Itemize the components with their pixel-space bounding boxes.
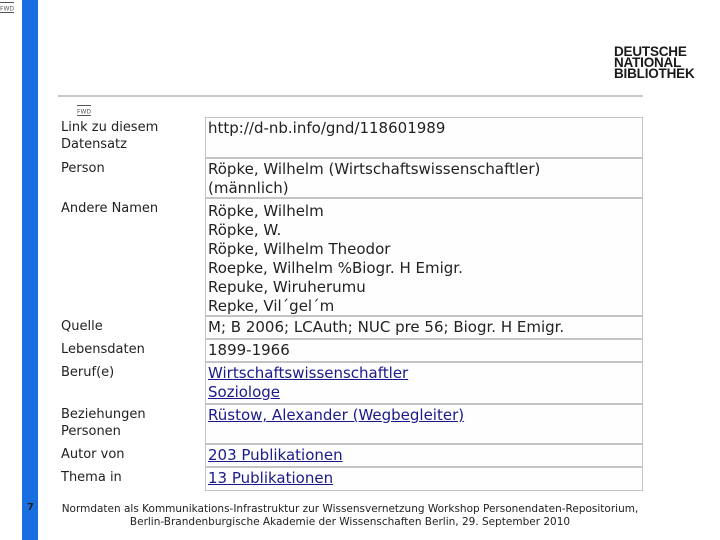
other-name: Repuke, Wiruherumu (208, 278, 366, 296)
dnb-logo (614, 46, 695, 79)
row-label: Beruf(e) (61, 365, 115, 380)
record-row-profession (57, 362, 643, 404)
side-accent-bar (22, 0, 38, 540)
row-label: Quelle (61, 319, 103, 334)
row-value-box (205, 158, 643, 198)
row-label: Andere Namen (61, 201, 159, 216)
life-dates-value: 1899-1966 (208, 341, 290, 359)
row-label: Link zu diesem Datensatz (61, 120, 159, 152)
row-label: Lebensdaten (61, 342, 145, 357)
other-name: Röpke, Wilhelm Theodor (208, 240, 391, 258)
record-row-person (57, 158, 643, 198)
record-row-life-dates (57, 339, 643, 362)
page-number: 7 (27, 502, 34, 513)
svg-text:FWD: FWD (77, 108, 91, 116)
record-row-other-names (57, 198, 643, 316)
row-value-box (205, 362, 643, 404)
record-row-relations (57, 404, 643, 444)
profession-link[interactable]: Soziologe (208, 383, 281, 401)
author-publications-link[interactable]: 203 Publikationen (208, 446, 343, 464)
subject-publications-link[interactable]: 13 Publikationen (208, 469, 334, 487)
row-value-box (205, 444, 643, 467)
row-value-box (205, 316, 643, 339)
profession-link[interactable]: Wirtschaftswissenschaftler (208, 364, 409, 382)
fwd-small-logo-icon (77, 105, 91, 116)
other-name: Röpke, W. (208, 221, 282, 239)
row-value-box (205, 467, 643, 491)
svg-text:FWD: FWD (0, 5, 14, 13)
footer-caption: Normdaten als Kommunikations-Infrastruktur zur Wissensvernetzung Workshop Personendaten-Repositorium, Berlin-Brandenburgische Akademie der Wissenschaften Berlin, 29. September 2010 (61, 503, 639, 528)
record-row-author-of (57, 444, 643, 467)
dnb-logo-line: NATIONAL (614, 55, 682, 70)
dnb-logo-line: DEUTSCHE (614, 44, 687, 59)
record-link-value[interactable]: http://d-nb.info/gnd/118601989 (208, 119, 446, 137)
row-value-box (205, 198, 643, 316)
record-row-source (57, 316, 643, 339)
other-name: Repke, Vil´gel´m (208, 297, 335, 315)
other-name: Röpke, Wilhelm (208, 202, 324, 220)
row-label: Autor von (61, 447, 125, 462)
source-value: M; B 2006; LCAuth; NUC pre 56; Biogr. H Emigr. (208, 318, 565, 336)
dnb-logo-line: BIBLIOTHEK (614, 66, 695, 81)
header-divider (58, 95, 643, 97)
row-value-box (205, 404, 643, 444)
row-value-box (205, 339, 643, 362)
person-value: (männlich) (208, 179, 289, 197)
row-label: Person (61, 161, 105, 176)
fwd-logo-icon (0, 2, 14, 13)
row-label: Beziehungen Personen (61, 407, 146, 439)
record-row-link (57, 117, 643, 158)
row-label: Thema in (61, 470, 122, 485)
row-value-box (205, 117, 643, 158)
record-row-subject-in (57, 467, 643, 491)
person-value: Röpke, Wilhelm (Wirtschaftswissenschaftler) (208, 160, 541, 178)
other-name: Roepke, Wilhelm %Biogr. H Emigr. (208, 259, 463, 277)
gnd-record-table (57, 117, 643, 491)
relation-link[interactable]: Rüstow, Alexander (Wegbegleiter) (208, 406, 465, 424)
